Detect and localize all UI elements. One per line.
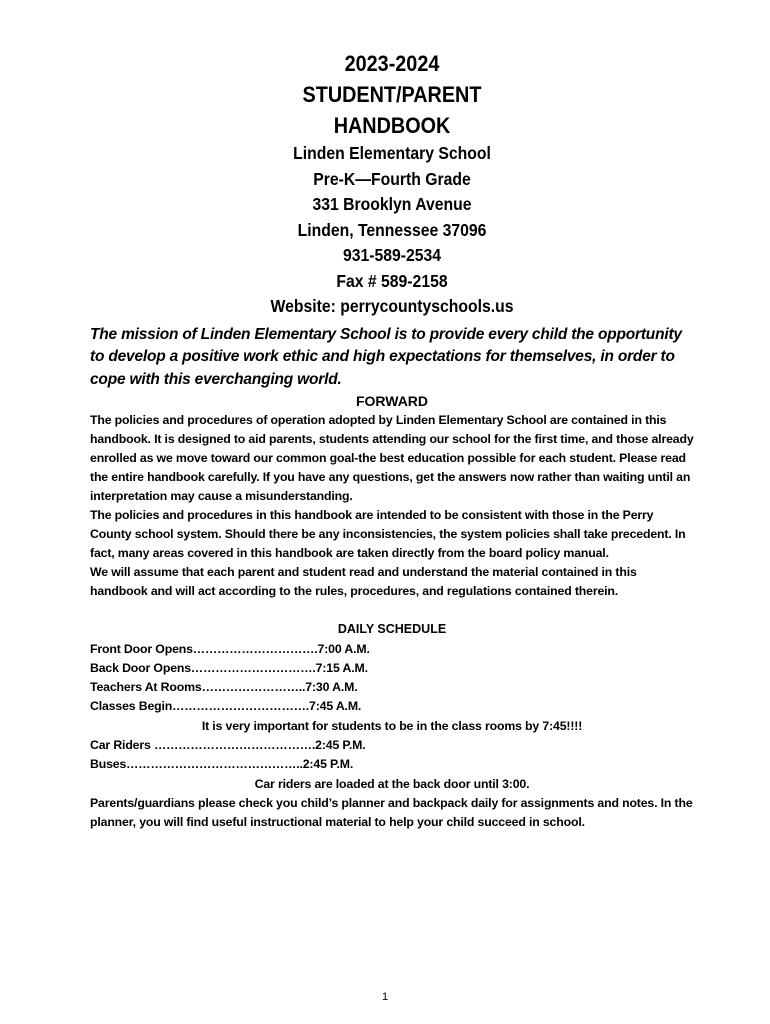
car-rider-note: Car riders are loaded at the back door until 3:00. bbox=[254, 776, 530, 791]
planner-note: Parents/guardians please check you child’s planner and backpack daily for assignments and notes. In the planner, you will find useful instructional material to help your child succeed in school. bbox=[90, 795, 693, 829]
page-number: 1 bbox=[381, 991, 389, 1003]
page-content bbox=[90, 48, 694, 832]
schedule-front-door: Front Door Opens………………………….7:00 A.M. bbox=[90, 641, 370, 656]
schedule-classes: Classes Begin…………………………….7:45 A.M. bbox=[90, 699, 362, 714]
school-name: Linden Elementary School bbox=[293, 143, 491, 163]
school-year: 2023-2024 bbox=[344, 51, 440, 76]
daily-schedule-heading: DAILY SCHEDULE bbox=[337, 622, 447, 636]
forward-heading: FORWARD bbox=[355, 393, 429, 409]
phone-number: 931-589-2534 bbox=[342, 245, 442, 265]
fax-number: Fax # 589-2158 bbox=[336, 270, 448, 291]
schedule-back-door: Back Door Opens………………………….7:15 A.M. bbox=[90, 660, 368, 675]
forward-paragraph: The policies and procedures of operation adopted by Linden Elementary School are contained in this handbook. It is designed to aid parents, students attending our school for the first time, and those already enrolled as we move toward our common goal-the best education possible for each student. Please read the entire handbook carefully. If you have any questions, get the answers now rather than waiting until an interpretation may cause a misunderstanding. bbox=[90, 413, 694, 503]
city-state-zip: Linden, Tennessee 37096 bbox=[297, 219, 487, 240]
schedule-teachers: Teachers At Rooms……………………..7:30 A.M. bbox=[90, 680, 358, 695]
forward-paragraph: The policies and procedures in this handbook are intended to be consistent with those in the Perry County school system. Should there be any inconsistencies, the system policies shall take precedent. In fact, many areas covered in this handbook are taken directly from the board policy manual. bbox=[90, 508, 686, 560]
title-line-1: STUDENT/PARENT bbox=[302, 82, 482, 107]
schedule-buses: Buses……………………………………..2:45 P.M. bbox=[90, 757, 354, 772]
section-spacer bbox=[90, 601, 694, 620]
mission-statement: The mission of Linden Elementary School is to provide every child the opportunity to develop a positive work ethic and high expectations for themselves, in order to cope with this everchanging world. bbox=[90, 325, 682, 388]
street-address: 331 Brooklyn Avenue bbox=[312, 194, 472, 214]
website: Website: perrycountyschools.us bbox=[270, 296, 514, 316]
forward-paragraph: We will assume that each parent and student read and understand the material contained in this handbook and will act according to the rules, procedures, and regulations contained therein. bbox=[90, 565, 637, 598]
grade-range: Pre-K—Fourth Grade bbox=[313, 168, 471, 189]
schedule-car-riders: Car Riders ………………………………….2:45 P.M. bbox=[90, 737, 366, 752]
schedule-important-note: It is very important for students to be in the class rooms by 7:45!!!! bbox=[201, 718, 583, 733]
title-line-2: HANDBOOK bbox=[333, 113, 451, 138]
title-block bbox=[90, 48, 694, 320]
